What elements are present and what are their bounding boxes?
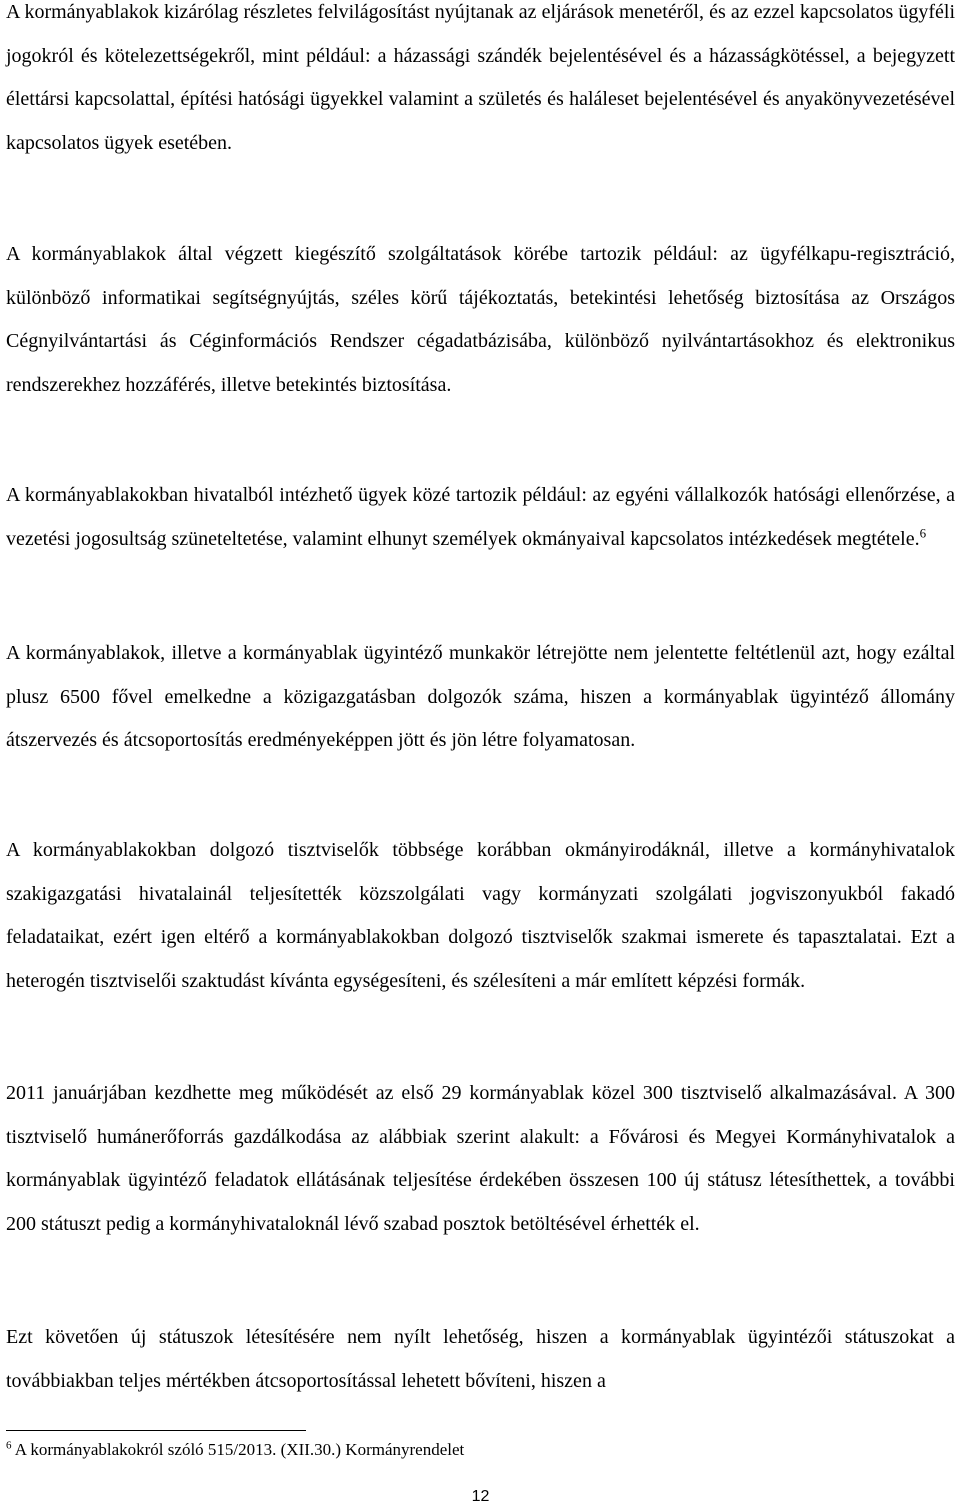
paragraph-ex-officio-cases bbox=[6, 474, 955, 561]
paragraph-informational-services bbox=[6, 0, 955, 165]
paragraph-text: 2011 januárjában kezdhette meg működését az első 29 kormányablak közel 300 tisztviselő alkalmazásával. A 300 tisztviselő humánerőforrás gazdálkodása az alábbiak szerint alakult: a Fővárosi és Megyei Kormányhivatalok a kormányablak ügyintéző feladatok ellátásának teljesítése érdekében összesen 100 új státusz létesíthettek, a további 200 státuszt pedig a kormányhivataloknál lévő szabad posztok betöltésével érhették el. bbox=[6, 1082, 955, 1235]
paragraph-text: Ezt követően új státuszok létesítésére nem nyílt lehetőség, hiszen a kormányablak ügyintézői státuszokat a továbbiakban teljes mértékben átcsoportosítással lehetett bővíteni, hiszen a bbox=[6, 1326, 955, 1392]
footnote-separator bbox=[6, 1430, 306, 1431]
paragraph-staffing bbox=[6, 632, 955, 763]
footnote bbox=[6, 1439, 955, 1461]
paragraph-supplementary-services bbox=[6, 233, 955, 407]
paragraph-text: A kormányablakok által végzett kiegészítő szolgáltatások körébe tartozik például: az ügyfélkapu-regisztráció, különböző informatikai segítségnyújtás, széles körű tájékoztatás, betekintési lehetőség biztosítása az Országos Cégnyilvántartási ás Céginformációs Rendszer cégadatbázisába, különböző nyilvántartásokhoz és elektronikus rendszerekhez hozzáférés, illetve betekintés biztosítása. bbox=[6, 243, 955, 396]
footnote-text: A kormányablakokról szóló 515/2013. (XII.30.) Kormányrendelet bbox=[11, 1440, 465, 1459]
paragraph-text: A kormányablakok, illetve a kormányablak ügyintéző munkakör létrejötte nem jelentette feltétlenül azt, hogy ezáltal plusz 6500 fővel emelkedne a közigazgatásban dolgozók száma, hiszen a kormányablak ügyintéző állomány átszervezés és átcsoportosítás eredményeképpen jött és jön létre folyamatosan. bbox=[6, 642, 955, 751]
paragraph-text: A kormányablakokban hivatalból intézhető ügyek közé tartozik például: az egyéni vállalkozók hatósági ellenőrzése, a vezetési jogosultság szüneteltetése, valamint elhunyt személyek okmányaival kapcsolatos intézkedések megtétele. bbox=[6, 484, 955, 550]
footnote-number: 6 bbox=[6, 1439, 12, 1452]
page-number: 12 bbox=[471, 1488, 490, 1505]
paragraph-text: A kormányablakok kizárólag részletes felvilágosítást nyújtanak az eljárások menetéről, és az ezzel kapcsolatos ügyféli jogokról és kötelezettségekről, mint például: a házassági szándék bejelentésével és a házasságkötéssel, a bejegyzett élettársi kapcsolattal, építési hatósági ügyekkel valamint a születés és haláleset bejelentésével és anyakönyvezetésével kapcsolatos ügyek esetében. bbox=[6, 1, 955, 154]
paragraph-2011-launch bbox=[6, 1072, 955, 1246]
paragraph-text: A kormányablakokban dolgozó tisztviselők többsége korábban okmányirodáknál, illetve a kormányhivatalok szakigazgatási hivatalainál teljesítették közszolgálati vagy kormányzati szolgálati jogviszonyukból fakadó feladataikat, ezért igen eltérő a kormányablakokban dolgozó tisztviselők szakmai ismerete és tapasztalatai. Ezt a heterogén tisztviselői szaktudást kívánta egységesíteni, és szélesíteni a már említett képzési formák. bbox=[6, 839, 955, 992]
document-page bbox=[6, 0, 955, 1509]
paragraph-new-positions bbox=[6, 1316, 955, 1403]
footnote-reference[interactable]: 6 bbox=[919, 524, 927, 540]
paragraph-officials-background bbox=[6, 829, 955, 1003]
